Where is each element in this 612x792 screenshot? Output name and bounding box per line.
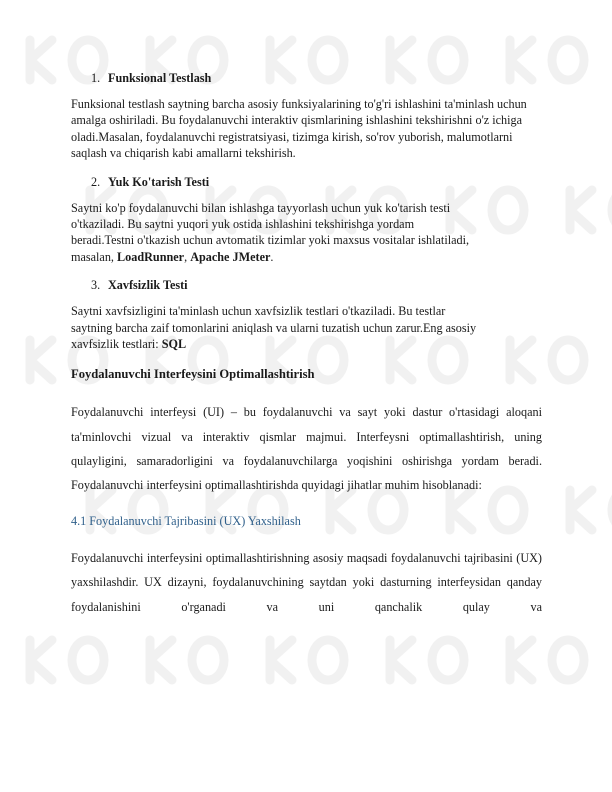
watermark-mark xyxy=(72,640,104,680)
watermark-mark xyxy=(192,640,224,680)
watermark-mark xyxy=(30,640,52,680)
body-suffix: . xyxy=(270,249,274,264)
section-heading-text: Yuk Ko'tarish Testi xyxy=(108,174,210,189)
watermark-mark xyxy=(150,640,172,680)
section-body-load xyxy=(71,200,542,266)
watermark-mark xyxy=(570,490,592,530)
watermark-mark xyxy=(390,640,412,680)
section-number: 3. xyxy=(91,278,101,293)
ux-subsection-title: 4.1 Foydalanuvchi Tajribasini (UX) Yaxshilash xyxy=(71,514,301,529)
ui-section-title: Foydalanuvchi Interfeysini Optimallashtirish xyxy=(71,367,315,382)
tool-jmeter: Apache JMeter xyxy=(190,249,271,264)
watermark-mark xyxy=(570,190,592,230)
watermark-mark xyxy=(510,640,532,680)
body-line: beradi.Testni o'tkazish uchun avtomatik tizimlar yoki maxsus vositalar ishlatiladi, xyxy=(71,233,470,248)
body-prefix: xavfsizlik testlari: xyxy=(71,337,162,352)
body-line: saytning barcha zaif tomonlarini aniqlash va ularni tuzatish uchun zarur.Eng asosiy xyxy=(71,320,477,335)
section-heading-text: Funksional Testlash xyxy=(108,71,212,85)
body-line: Saytni ko'p foydalanuvchi bilan ishlashga tayyorlash uchun yuk ko'tarish testi xyxy=(71,200,451,215)
watermark-mark xyxy=(30,40,52,80)
separator: , xyxy=(184,249,191,264)
watermark-mark xyxy=(552,40,584,80)
body-prefix: masalan, xyxy=(71,249,118,264)
section-number: 1. xyxy=(91,71,101,85)
watermark-mark xyxy=(552,340,584,380)
ux-section-body: Foydalanuvchi interfeysini optimallashtirishning asosiy maqsadi foydalanuvchi tajribasini (UX) yaxshilashdir. UX dizayni, foydalanuvchining saytdan yoki dasturning interfeysidan qanday foydalanishini o'rganadi va uni qanchalik qulay va xyxy=(71,551,542,614)
watermark-mark xyxy=(270,640,292,680)
watermark-mark xyxy=(312,640,344,680)
section-heading-text: Xavfsizlik Testi xyxy=(108,278,188,293)
body-line: o'tkaziladi. Bu saytni yuqori yuk ostida ishlashini tekshirishga yordam xyxy=(71,217,415,232)
section-number: 2. xyxy=(91,174,101,189)
section-body-functional: Funksional testlash saytning barcha asosiy funksiyalarining to'g'ri ishlashini ta'minlash uchun amalga oshiriladi. Bu foydalanuvchi interaktiv qismlarining ishlashini tekshirishni o'z ichiga oladi.Masalan, foydalanuvchi registratsiyasi, tizimga kirish, so'rov yuborish, malumotlarni saqlash va chiqarish kabi amallarni tekshirish. xyxy=(71,97,527,161)
watermark-mark xyxy=(30,340,52,380)
ui-section-body: Foydalanuvchi interfeysi (UI) – bu foydalanuvchi va sayt yoki dastur o'rtasidagi aloqani ta'minlovchi vizual va interaktiv qismlar majmui. Interfeysni optimallashtirish, uning qulayligini, samaradorligini va foydalanuvchilarga yoqishini oshirishga yordam beradi. Foydalanuvchi interfeysini optimallashtirishda quyidagi jihatlar muhim hisoblanadi: xyxy=(71,405,542,493)
section-heading-load xyxy=(71,174,542,190)
section-heading-security xyxy=(71,277,542,293)
document-body xyxy=(71,70,542,619)
body-line: Saytni xavfsizligini ta'minlash uchun xavfsizlik testlari o'tkaziladi. Bu testlar xyxy=(71,304,446,319)
tool-loadrunner: LoadRunner xyxy=(117,249,185,264)
tool-sql: SQL xyxy=(161,337,187,352)
watermark-mark xyxy=(432,640,464,680)
watermark-mark xyxy=(552,640,584,680)
section-heading-functional xyxy=(71,70,542,86)
section-body-security xyxy=(71,303,542,352)
